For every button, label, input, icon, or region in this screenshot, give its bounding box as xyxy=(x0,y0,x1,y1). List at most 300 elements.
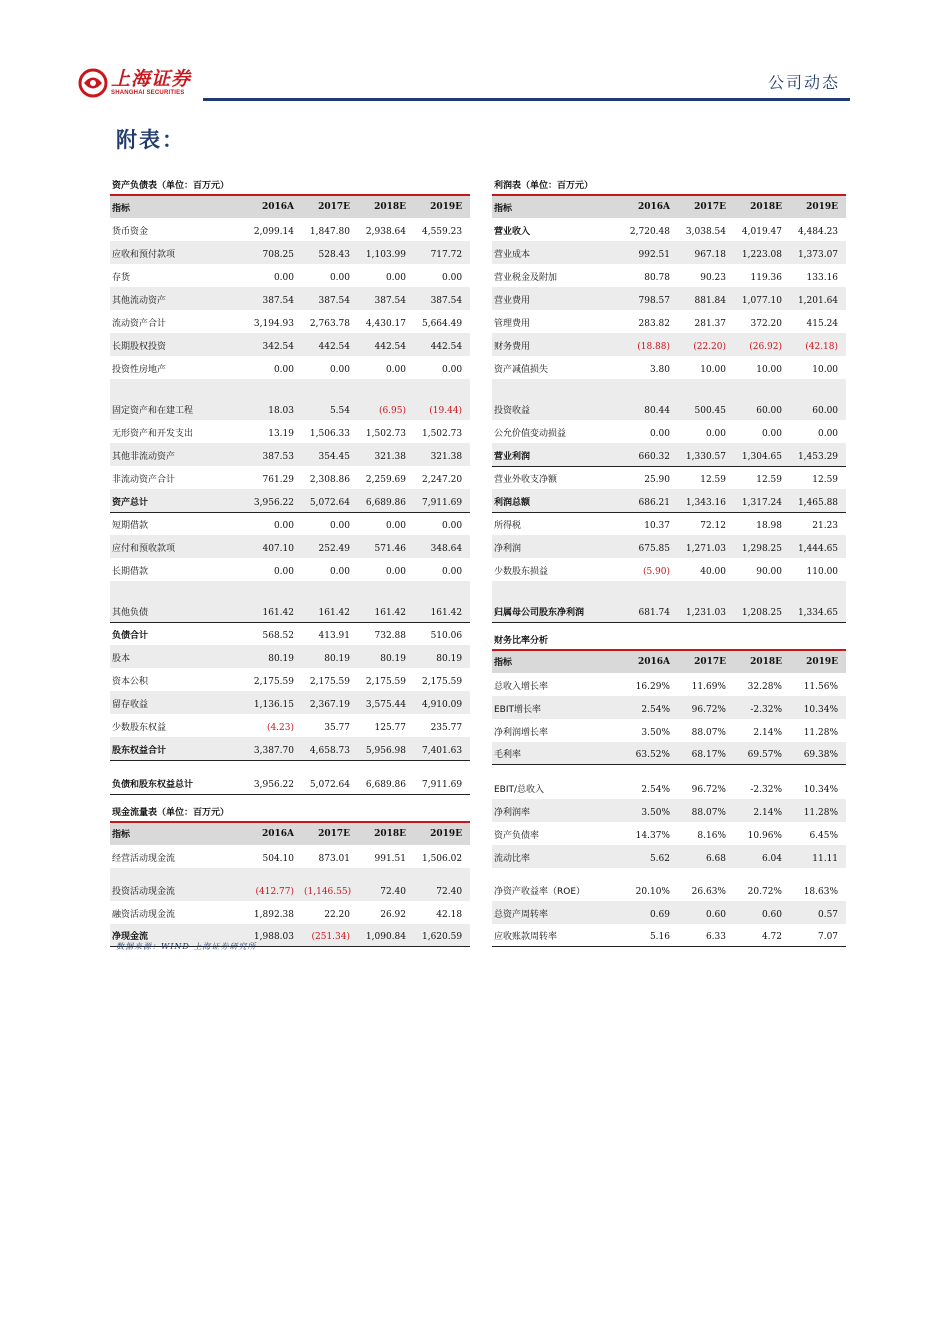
value-cell: 2,175.59 xyxy=(365,677,406,687)
value-cell: 90.00 xyxy=(756,567,782,577)
value-cell: 72.12 xyxy=(700,521,726,531)
table-row xyxy=(492,379,846,420)
row-label: 负债和股东权益总计 xyxy=(110,760,246,794)
column-header-year: 2019E xyxy=(414,195,470,218)
row-label: 总资产周转率 xyxy=(492,901,622,924)
value-cell: 4,484.23 xyxy=(797,227,839,237)
value-cell: 10.34% xyxy=(803,784,839,795)
value-cell: 387.54 xyxy=(302,287,358,310)
column-header-indicator: 指标 xyxy=(492,195,622,218)
value-cell: 686.21 xyxy=(622,489,678,512)
value-cell: (19.44) xyxy=(414,379,470,420)
value-cell: 387.54 xyxy=(246,287,302,310)
value-cell: 10.96% xyxy=(747,830,782,841)
table-row xyxy=(110,356,470,379)
table-row xyxy=(110,287,470,310)
value-cell: 2,259.69 xyxy=(365,475,406,485)
value-cell: 72.40 xyxy=(414,868,470,901)
table-row xyxy=(110,760,470,794)
row-label: 利润总额 xyxy=(492,489,622,512)
row-label: 净资产收益率（ROE） xyxy=(494,886,586,897)
value-cell: 442.54 xyxy=(302,333,358,356)
page-title: 附表： xyxy=(116,128,185,152)
value-cell: 5.54 xyxy=(302,379,358,420)
logo-chinese-text: 上海证券 xyxy=(111,68,192,90)
row-label: 营业利润 xyxy=(492,443,622,466)
value-cell: 5,072.64 xyxy=(302,760,358,794)
value-cell: 4,430.17 xyxy=(365,319,406,329)
table-row xyxy=(492,333,846,356)
value-cell: 0.00 xyxy=(442,567,463,577)
value-cell: 342.54 xyxy=(246,333,302,356)
value-cell: (5.90) xyxy=(642,567,670,577)
table-row xyxy=(110,868,470,901)
value-cell: 321.38 xyxy=(358,443,414,466)
value-cell: 0.00 xyxy=(329,273,350,283)
value-cell: 69.38% xyxy=(790,742,846,765)
value-cell: 798.57 xyxy=(622,287,678,310)
row-label: 负债合计 xyxy=(112,631,149,641)
value-cell: 161.42 xyxy=(246,581,302,622)
table-row xyxy=(110,645,470,668)
value-cell: 967.18 xyxy=(678,241,734,264)
value-cell: 4,910.09 xyxy=(414,691,470,714)
row-label: 营业收入 xyxy=(494,227,531,237)
value-cell: 1,343.16 xyxy=(678,489,734,512)
row-label: 应付和预收款项 xyxy=(110,535,246,558)
row-label: 营业费用 xyxy=(492,287,622,310)
value-cell: 2.54% xyxy=(622,696,678,719)
row-label: 留存收益 xyxy=(110,691,246,714)
value-cell: 96.72% xyxy=(678,696,734,719)
value-cell: 0.00 xyxy=(329,567,350,577)
value-cell: 11.28% xyxy=(790,799,846,822)
value-cell: 3,956.22 xyxy=(246,760,302,794)
value-cell: 26.92 xyxy=(380,909,406,920)
value-cell: 0.00 xyxy=(385,365,406,375)
section-title-row xyxy=(110,168,470,195)
value-cell: (4.23) xyxy=(266,723,294,733)
value-cell: 4.72 xyxy=(734,924,790,947)
value-cell: 0.69 xyxy=(622,901,678,924)
row-label: 无形资产和开发支出 xyxy=(112,429,194,439)
balance-sheet-table xyxy=(110,168,470,947)
value-cell: 11.69% xyxy=(691,681,726,692)
value-cell: 387.54 xyxy=(358,287,414,310)
value-cell: 1,136.15 xyxy=(246,691,302,714)
value-cell: (22.20) xyxy=(678,333,734,356)
table-row xyxy=(492,310,846,333)
row-label: 营业成本 xyxy=(492,241,622,264)
table-row xyxy=(110,466,470,489)
value-cell: 0.00 xyxy=(329,365,350,375)
value-cell: 1,373.07 xyxy=(790,241,846,264)
value-cell: 0.00 xyxy=(817,429,839,439)
column-header-year: 2017E xyxy=(302,822,358,845)
value-cell: 1,090.84 xyxy=(358,924,414,947)
value-cell: 7,911.69 xyxy=(414,760,470,794)
value-cell: (251.34) xyxy=(302,924,358,947)
column-header-year: 2019E xyxy=(790,195,846,218)
table-row xyxy=(492,489,846,512)
table-header-row xyxy=(492,195,846,218)
value-cell: 348.64 xyxy=(414,535,470,558)
value-cell: 354.45 xyxy=(302,443,358,466)
value-cell: 1,502.73 xyxy=(421,429,463,439)
table-row xyxy=(110,443,470,466)
row-label: 短期借款 xyxy=(112,521,149,531)
value-cell: 3,038.54 xyxy=(685,227,726,237)
table-row xyxy=(110,901,470,924)
row-label: 应收和预付款项 xyxy=(110,241,246,264)
value-cell: -2.32% xyxy=(734,696,790,719)
column-header-year: 2019E xyxy=(414,822,470,845)
table-header-row xyxy=(492,650,846,673)
page-header xyxy=(78,64,850,104)
value-cell: 504.10 xyxy=(262,853,294,864)
value-cell: 3,575.44 xyxy=(358,691,414,714)
value-cell: 60.00 xyxy=(790,379,846,420)
row-label: 归属母公司股东净利润 xyxy=(492,581,622,622)
table-header-row xyxy=(110,195,470,218)
table-row xyxy=(492,241,846,264)
table-row xyxy=(492,512,846,535)
value-cell: 1,231.03 xyxy=(678,581,734,622)
value-cell: 0.00 xyxy=(442,273,463,283)
value-cell: 4,658.73 xyxy=(302,737,358,760)
value-cell: 571.46 xyxy=(358,535,414,558)
value-cell: 528.43 xyxy=(302,241,358,264)
value-cell: 32.28% xyxy=(747,681,782,692)
value-cell: 161.42 xyxy=(358,581,414,622)
column-header-year: 2016A xyxy=(622,195,678,218)
table-row xyxy=(110,845,470,868)
column-header-year: 2018E xyxy=(358,195,414,218)
value-cell: 2,308.86 xyxy=(309,475,350,485)
row-label: 经营活动现金流 xyxy=(112,853,176,864)
table-row xyxy=(110,241,470,264)
value-cell: 0.60 xyxy=(734,901,790,924)
column-header-indicator: 指标 xyxy=(110,195,246,218)
table-row xyxy=(492,845,846,868)
section-title-row xyxy=(110,794,470,822)
table-row xyxy=(492,719,846,742)
table-row xyxy=(492,673,846,696)
value-cell: 11.28% xyxy=(803,727,839,738)
value-cell: 2,938.64 xyxy=(365,227,406,237)
value-cell: 5.62 xyxy=(622,845,678,868)
value-cell: 1,444.65 xyxy=(790,535,846,558)
row-label: 所得税 xyxy=(494,521,522,531)
value-cell: 0.00 xyxy=(385,521,406,531)
value-cell: 992.51 xyxy=(622,241,678,264)
company-logo xyxy=(78,68,191,98)
header-divider xyxy=(203,98,850,101)
value-cell: 16.29% xyxy=(635,681,670,692)
value-cell: 20.10% xyxy=(635,886,670,897)
value-cell: 991.51 xyxy=(374,853,406,864)
value-cell: 3.80 xyxy=(649,365,670,375)
value-cell: 510.06 xyxy=(430,631,463,641)
value-cell: 5,956.98 xyxy=(358,737,414,760)
value-cell: 2,099.14 xyxy=(253,227,294,237)
row-label: 股本 xyxy=(110,645,246,668)
value-cell: (412.77) xyxy=(246,868,302,901)
row-label: 融资活动现金流 xyxy=(112,909,176,920)
row-label: 净利润 xyxy=(492,535,622,558)
value-cell: 18.03 xyxy=(246,379,302,420)
section-title: 资产负债表（单位：百万元） xyxy=(110,168,470,195)
row-label: 投资性房地产 xyxy=(112,365,167,375)
table-row xyxy=(492,924,846,947)
value-cell: 10.00 xyxy=(700,365,726,375)
value-cell: 708.25 xyxy=(246,241,302,264)
value-cell: 2,247.20 xyxy=(421,475,463,485)
value-cell: 6,689.86 xyxy=(358,489,414,512)
value-cell: 283.82 xyxy=(638,319,670,329)
table-row xyxy=(110,581,470,622)
row-label: 少数股东损益 xyxy=(494,567,549,577)
table-row xyxy=(110,333,470,356)
value-cell: 6.68 xyxy=(678,845,734,868)
value-cell: 7.07 xyxy=(790,924,846,947)
value-cell: 11.11 xyxy=(790,845,846,868)
row-label: 其他流动资产 xyxy=(110,287,246,310)
value-cell: 0.00 xyxy=(273,521,294,531)
value-cell: 3,387.70 xyxy=(246,737,302,760)
value-cell: 4,019.47 xyxy=(741,227,782,237)
value-cell: 13.19 xyxy=(268,429,294,439)
value-cell: 80.19 xyxy=(414,645,470,668)
value-cell: 80.78 xyxy=(644,273,670,283)
table-row xyxy=(492,868,846,901)
table-row xyxy=(110,512,470,535)
table-row xyxy=(492,742,846,765)
row-label: 其他非流动资产 xyxy=(110,443,246,466)
value-cell: 125.77 xyxy=(374,723,406,733)
value-cell: 1,077.10 xyxy=(734,287,790,310)
value-cell: 252.49 xyxy=(302,535,358,558)
income-statement-table xyxy=(492,168,846,947)
row-label: EBIT增长率 xyxy=(492,696,622,719)
table-row xyxy=(110,420,470,443)
value-cell: 2.14% xyxy=(753,727,782,738)
value-cell: 12.59 xyxy=(700,475,726,485)
value-cell: 35.77 xyxy=(324,723,350,733)
row-label: 营业税金及附加 xyxy=(494,273,558,283)
column-header-year: 2018E xyxy=(734,650,790,673)
value-cell: 80.19 xyxy=(302,645,358,668)
value-cell: 5,072.64 xyxy=(302,489,358,512)
value-cell: 442.54 xyxy=(414,333,470,356)
row-label: 非流动资产合计 xyxy=(112,475,176,485)
value-cell: 60.00 xyxy=(734,379,790,420)
value-cell: 68.17% xyxy=(678,742,734,765)
value-cell: 6.45% xyxy=(809,830,839,841)
value-cell: 1,506.02 xyxy=(421,853,463,864)
table-row xyxy=(492,264,846,287)
table-row xyxy=(110,264,470,287)
value-cell: (1,146.55) xyxy=(302,868,358,901)
value-cell: 26.63% xyxy=(691,886,726,897)
row-label: 长期借款 xyxy=(112,567,149,577)
value-cell: 3,194.93 xyxy=(253,319,294,329)
value-cell: 1,208.25 xyxy=(734,581,790,622)
table-row xyxy=(110,489,470,512)
source-note: 数据来源：WIND 上海证券研究所 xyxy=(116,942,257,951)
value-cell: 18.63% xyxy=(803,886,839,897)
value-cell: (26.92) xyxy=(734,333,790,356)
row-label: 投资收益 xyxy=(492,379,622,420)
value-cell: 110.00 xyxy=(806,567,839,577)
column-header-indicator: 指标 xyxy=(110,822,246,845)
value-cell: 681.74 xyxy=(622,581,678,622)
value-cell: 415.24 xyxy=(806,319,839,329)
value-cell: 5.16 xyxy=(622,924,678,947)
value-cell: 2.14% xyxy=(734,799,790,822)
value-cell: 7,401.63 xyxy=(414,737,470,760)
value-cell: 732.88 xyxy=(374,631,406,641)
value-cell: 40.00 xyxy=(700,567,726,577)
table-row xyxy=(110,737,470,760)
value-cell: 6,689.86 xyxy=(358,760,414,794)
row-label: 固定资产和在建工程 xyxy=(110,379,246,420)
row-label: 流动比率 xyxy=(492,845,622,868)
value-cell: 12.59 xyxy=(756,475,782,485)
table-row xyxy=(110,714,470,737)
value-cell: 387.53 xyxy=(246,443,302,466)
table-row xyxy=(492,420,846,443)
column-header-year: 2018E xyxy=(734,195,790,218)
column-header-year: 2017E xyxy=(678,195,734,218)
value-cell: (42.18) xyxy=(790,333,846,356)
value-cell: 660.32 xyxy=(622,443,678,466)
row-label: 资产负债率 xyxy=(494,830,540,841)
value-cell: 568.52 xyxy=(262,631,294,641)
value-cell: 235.77 xyxy=(430,723,463,733)
value-cell: 12.59 xyxy=(812,475,839,485)
value-cell: 80.44 xyxy=(622,379,678,420)
value-cell: 3,956.22 xyxy=(246,489,302,512)
value-cell: 1,502.73 xyxy=(365,429,406,439)
value-cell: 2,175.59 xyxy=(253,677,294,687)
row-label: 股东权益合计 xyxy=(110,737,246,760)
logo-english-text: SHANGHAI SECURITIES xyxy=(111,90,185,96)
row-label: 资本公积 xyxy=(112,677,149,687)
value-cell: 2.54% xyxy=(641,784,670,795)
section-title: 利润表（单位：百万元） xyxy=(492,168,846,195)
row-label: 货币资金 xyxy=(112,227,149,237)
table-row xyxy=(492,466,846,489)
value-cell: 10.34% xyxy=(790,696,846,719)
value-cell: 1,892.38 xyxy=(253,909,294,920)
value-cell: 6.04 xyxy=(734,845,790,868)
value-cell: 1,271.03 xyxy=(678,535,734,558)
value-cell: 10.00 xyxy=(756,365,782,375)
row-label: 存货 xyxy=(112,273,131,283)
value-cell: 3.50% xyxy=(622,799,678,822)
table-row xyxy=(492,535,846,558)
table-row xyxy=(492,287,846,310)
value-cell: 413.91 xyxy=(318,631,350,641)
value-cell: 96.72% xyxy=(691,784,726,795)
value-cell: 161.42 xyxy=(302,581,358,622)
value-cell: 6.33 xyxy=(678,924,734,947)
value-cell: 90.23 xyxy=(700,273,726,283)
row-label: 毛利率 xyxy=(492,742,622,765)
value-cell: (6.95) xyxy=(358,379,414,420)
value-cell: 1,223.08 xyxy=(734,241,790,264)
value-cell: 0.00 xyxy=(761,429,782,439)
column-header-year: 2016A xyxy=(246,822,302,845)
value-cell: -2.32% xyxy=(750,784,782,795)
value-cell: 717.72 xyxy=(414,241,470,264)
value-cell: 0.60 xyxy=(678,901,734,924)
table-row xyxy=(492,822,846,845)
value-cell: 8.16% xyxy=(697,830,726,841)
row-label: 管理费用 xyxy=(494,319,531,329)
section-title-row xyxy=(492,168,846,195)
value-cell: 63.52% xyxy=(622,742,678,765)
value-cell: 0.00 xyxy=(273,567,294,577)
column-header-year: 2017E xyxy=(678,650,734,673)
value-cell: 372.20 xyxy=(750,319,782,329)
value-cell: 321.38 xyxy=(414,443,470,466)
column-header-year: 2018E xyxy=(358,822,414,845)
document-type: 公司动态 xyxy=(767,73,840,92)
table-row xyxy=(492,558,846,581)
table-row xyxy=(492,218,846,241)
value-cell: 21.23 xyxy=(812,521,839,531)
value-cell: 675.85 xyxy=(622,535,678,558)
row-label: 营业外收支净额 xyxy=(494,475,558,485)
row-label: 资产总计 xyxy=(110,489,246,512)
value-cell: 0.57 xyxy=(790,901,846,924)
value-cell: 1,330.57 xyxy=(678,443,734,466)
table-row xyxy=(492,581,846,622)
row-label: 公允价值变动损益 xyxy=(494,429,567,439)
value-cell: 281.37 xyxy=(694,319,726,329)
value-cell: 10.37 xyxy=(644,521,670,531)
value-cell: 0.00 xyxy=(705,429,726,439)
value-cell: 5,664.49 xyxy=(421,319,463,329)
value-cell: 42.18 xyxy=(436,909,463,920)
logo-emblem-icon xyxy=(78,68,108,98)
value-cell: 881.84 xyxy=(678,287,734,310)
row-label: 财务费用 xyxy=(492,333,622,356)
value-cell: 20.72% xyxy=(747,886,782,897)
row-label: 其他负债 xyxy=(110,581,246,622)
row-label: EBIT/总收入 xyxy=(494,784,545,795)
value-cell: 3.50% xyxy=(641,727,670,738)
value-cell: 2,763.78 xyxy=(309,319,350,329)
table-row xyxy=(492,799,846,822)
value-cell: 2,175.59 xyxy=(421,677,463,687)
value-cell: 0.00 xyxy=(385,567,406,577)
value-cell: 80.19 xyxy=(358,645,414,668)
value-cell: 1,304.65 xyxy=(734,443,790,466)
value-cell: 1,298.25 xyxy=(734,535,790,558)
table-row xyxy=(492,696,846,719)
value-cell: 387.54 xyxy=(414,287,470,310)
value-cell: 2,367.19 xyxy=(302,691,358,714)
table-row xyxy=(110,558,470,581)
table-row xyxy=(110,379,470,420)
row-label: 净现金流 xyxy=(110,924,246,947)
value-cell: 2,720.48 xyxy=(629,227,670,237)
value-cell: 1,620.59 xyxy=(414,924,470,947)
value-cell: 1,453.29 xyxy=(790,443,846,466)
